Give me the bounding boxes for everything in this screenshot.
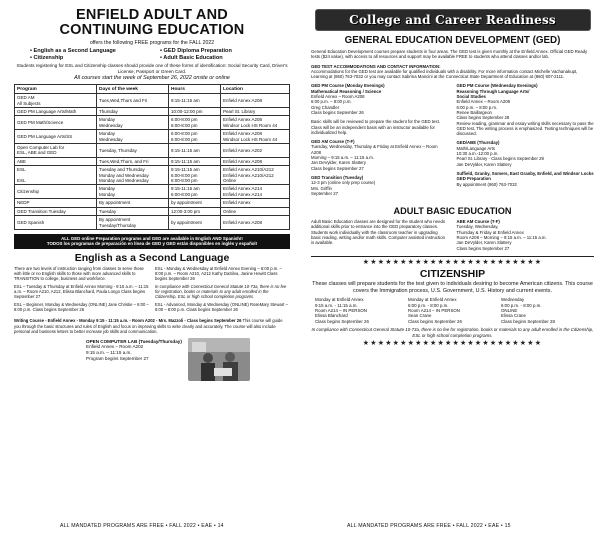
cell-location: Enfield Annex A208 — [221, 216, 290, 230]
table-row — [15, 166, 290, 185]
lab-line-1: OPEN COMPUTER LAB (Tuesday/Thursday) — [86, 338, 182, 344]
cell-location: Enfield Annex — [221, 199, 290, 207]
citizenship-title: CITIZENSHIP — [419, 267, 486, 280]
cell-program: ESL ESL — [15, 166, 97, 185]
citizenship-description: These classes will prepare students for the test given to individuals desiring to become American citizens. This course covers the Immigration process, U.S. Government, U.S. History and current events. — [312, 280, 593, 294]
cell-location: Enfield Annex A208 Windsor Lock HS Room 44 — [221, 116, 290, 130]
cell-days: Monday Monday — [97, 185, 169, 199]
lab-line-3: 9:15 a.m. – 11:15 a.m. — [86, 349, 132, 355]
ged-course-text: Enfield Annex – Room A208 6:00 p.m. – 8:00 p.m. Renee Baillargeon Class begins September 28 Review reading, grammar and essay writing skills necessary to pass the GED test. The writing process is emphasized. Texting techniques will be discussed. — [456, 99, 594, 137]
cell-days: Tues,Wed,Thurs and Fri — [97, 94, 169, 108]
citizenship-statute: In compliance with Connecticut General Statute 10-73a, there is no fee for registration, books or materials to any adult enrolled in the Citizenship, ESL or high school completion programs. — [311, 327, 594, 338]
schedule-table — [14, 84, 290, 230]
citizenship-classes — [311, 297, 594, 324]
writing-course — [14, 318, 290, 333]
esl-title: English as a Second Language — [74, 251, 230, 264]
cell-hours: by appointment — [169, 199, 221, 207]
ged-course-block — [311, 83, 449, 115]
ged-course-heading: GED PM Course (Wednesday Evenings) Reasoning Through Language Arts/ Social Studies — [456, 83, 538, 100]
bullet-ged: • GED Diploma Preparation — [160, 48, 232, 54]
table-row — [15, 185, 290, 199]
esl-col-1 — [14, 266, 149, 316]
subtitle: offers the following FREE programs for the FALL 2022 — [89, 40, 215, 46]
id-note: Students registering for ESL and Citizenship classes should provide one of these forms of identification: Social Security Card, Driver's License, Passport or Green Card. — [16, 63, 288, 74]
ged-course-heading: GED/ABE (Thursday) — [456, 140, 500, 146]
abe-course — [457, 219, 595, 251]
right-footer: ALL MANDATED PROGRAMS ARE FREE • FALL 2022 • EAE • 15 — [347, 523, 511, 529]
ged-course-block — [457, 83, 595, 136]
cell-location: Enfield Annex A202 — [221, 144, 290, 158]
esl-statute: In compliance with Connecticut General Statute 10-73a, there is no fee for registration, books or materials to any adult enrolled in the Citizenship, ESL or high school completion programs. — [155, 284, 287, 300]
esl-col-2 — [155, 266, 290, 316]
table-row — [15, 130, 290, 144]
cell-location: Enfield Annex A210/A212 Enfield Annex A210/A212 Online — [221, 166, 290, 185]
banner-english: ALL GED online Preparation programs and GED are available in English AND Spanish!! — [61, 235, 243, 241]
table-row — [15, 108, 290, 116]
program-bullets — [30, 48, 290, 61]
ged-course-text: Enfield Annex – Room A208 6:00 p.m. – 8:00 p.m. Greg Chandler Class begins September 26 — [311, 94, 365, 115]
stars-top: ★★★★★★★★★★★★★★★★★★★★★★★★ — [362, 258, 543, 266]
ged-course-heading: Suffield, Granby, Somers, East Granby, Enfield, and Windsor Locks GED Preparation — [456, 170, 594, 182]
citizenship-class-1: Monday at Enfield Annex 9:15 a.m. - 11:15 a.m. Room A214 – IN PERSON Elissa Blanchard Class begins September 26 — [315, 297, 369, 324]
cell-hours: 9:15-11:15 am — [169, 144, 221, 158]
banner-spanish: TODOS los programas de preparación en línea de GED y GED están disponibles en inglés y español! — [46, 241, 258, 247]
table-row — [15, 94, 290, 108]
esl-beginner: ESL – Beginner, Monday & Wednesday (ONLINE) Jane Christie – 6:00 – 8:00 p.m. Class begins September 26 — [14, 302, 149, 313]
cell-hours: 9:15-11:15 am 6:00-8:00 pm 6:00-8:00 pm — [169, 166, 221, 185]
ged-course-block — [311, 119, 449, 135]
abe-course-heading: ABE AM Course (T-F) — [456, 219, 500, 225]
cell-program: GED PM Language Arts/SS — [15, 130, 97, 144]
abe-course-text: Tuesday, Wednesday, Thursday & Friday at Enfield Annex Room A208 – Morning – 9:15 a.m. – 11:15 a.m. Jan DeVylder, Karen Slattery Class begins September 27 — [456, 224, 547, 251]
cell-hours: 6:00-8:00 pm 6:00-8:00 pm — [169, 130, 221, 144]
abe-columns — [311, 219, 594, 251]
computer-lab-text — [86, 339, 182, 381]
esl-intro: There are two levels of instruction ranging from classes to serve those with little or no English skills to those with more advanced skills to TRANSITION to college, business and workforce. — [14, 265, 144, 281]
cell-days: By appointment — [97, 199, 169, 207]
cell-hours: 6:00-8:00 pm 6:00-8:00 pm — [169, 116, 221, 130]
ged-course-text: Tuesday, Wednesday, Thursday & Friday at Enfield Annex – Room A208 Morning – 9:15 a.m. – 11:15 a.m. Jan DeVylder, Karen Slattery Class begins September 27 — [311, 144, 438, 171]
table-row — [15, 207, 290, 215]
cell-program: Citizenship — [15, 185, 97, 199]
cell-location: Enfield Annex A208 — [221, 94, 290, 108]
citizenship-class-3: Wednesday 6:00 p.m. - 8:00 p.m. ONLINE Elissa Crane Class begins September 28 — [501, 297, 555, 324]
cell-hours: 10:00-12:00 pm — [169, 108, 221, 116]
table-row — [15, 199, 290, 207]
table-row — [15, 144, 290, 158]
left-footer: ALL MANDATED PROGRAMS ARE FREE • FALL 2022 • EAE • 14 — [60, 523, 224, 529]
cell-location: Enfield Annex A208 — [221, 157, 290, 165]
cell-hours: 9:15-11:15 am 6:00-8:00 pm — [169, 185, 221, 199]
ged-course-heading: GED Transition (Tuesday) — [311, 174, 364, 180]
start-note: All courses start the week of September 26, 2022 onsite or online — [74, 75, 230, 82]
spanish-banner — [14, 234, 290, 249]
ged-col-2 — [457, 83, 595, 200]
col-hours: Hours — [169, 85, 221, 94]
cell-days: Tuesday and Thursday Monday and Wednesday Monday and Wednesday — [97, 166, 169, 185]
ged-title: GENERAL EDUCATION DEVELOPMENT (GED) — [344, 35, 561, 46]
title-line1: ENFIELD ADULT AND — [76, 7, 228, 23]
cell-program: GED Spanish — [15, 216, 97, 230]
cell-hours: 9:15-11:15 am — [169, 94, 221, 108]
cell-days: Tuesday — [97, 207, 169, 215]
ged-course-text: Math/Language Arts 10:30 a.m.-12:00 p.m. Pearl St. Library - Class begins September 29 Jan DeVylder, Karen Slattery — [456, 145, 544, 167]
computer-lab — [14, 338, 290, 381]
cell-program: GED PM Math/Science — [15, 116, 97, 130]
cell-days: Tues,Wed,Thurs, and Fri — [97, 157, 169, 165]
citizenship-class-2: Monday at Enfield Annex 6:00 p.m. - 8:00 p.m. Room A214 – IN PERSON Sean Crane Class begins September 26 — [408, 297, 462, 324]
bullet-abe: • Adult Basic Education — [160, 55, 223, 61]
bullet-citizenship: • Citizenship — [30, 55, 64, 61]
stars-bottom: ★★★★★★★★★★★★★★★★★★★★★★★★ — [362, 339, 543, 347]
cell-days: Tuesday, Thursday — [97, 144, 169, 158]
table-row — [15, 157, 290, 165]
cell-program: GED AM All Subjects — [15, 94, 97, 108]
ged-course-text: Basic skills will be reviewed to prepare the student for the GED test. Class will be an independent basis with an instructor available for individualized help. — [311, 119, 440, 135]
cell-location: Pearl St. Library — [221, 108, 290, 116]
schedule-body — [15, 94, 290, 230]
writing-course-heading: Writing Course - Enfield Annex - Monday 9:15 - 11:15 a.m. - Room A202 - Mrs. Mazzoli - Class begins September 26 — [14, 318, 242, 324]
right-page — [305, 0, 600, 537]
ged-course-columns — [311, 83, 594, 200]
writing-course-text: This course will guide you through the basic structures and rules of English and focus on improving skills to write clearly and accurately. The course will also include personal and business letters to better increase job skills and communication. — [14, 318, 283, 334]
classroom-photo — [188, 338, 250, 381]
cell-program: Open Computer Lab for ESL, ABE and GED — [15, 144, 97, 158]
cell-days: Monday Wednesday — [97, 116, 169, 130]
ged-accom-text: Accommodations for the GED test are available for qualified individuals with a disability. For more information contact Michelle Vachanakupt, Learning at (860) 763-7032 or you may contact Sabrina Mancini at the Connecticut State Department of Education at (860) 807-2111. — [311, 68, 578, 80]
cell-program: GED Transition Tuesday — [15, 207, 97, 215]
cell-program: NEDP — [15, 199, 97, 207]
cell-hours: 12:00-3:00 pm — [169, 207, 221, 215]
ged-course-block — [311, 139, 449, 171]
ged-course-block — [457, 171, 595, 187]
cell-days: Thursday — [97, 108, 169, 116]
cell-location: Enfield Annex A208 Windsor Lock HS Room 44 — [221, 130, 290, 144]
cell-days: Monday Wednesday — [97, 130, 169, 144]
cell-location: Enfield Annex A214 Enfield Annex A214 — [221, 185, 290, 199]
cell-days: By appointment Tuesday/Thursday — [97, 216, 169, 230]
ged-col-1 — [311, 83, 449, 200]
college-career-title: College and Career Readiness — [315, 9, 591, 31]
cell-hours: by appointment — [169, 216, 221, 230]
esl-evening: ESL - Monday & Wednesday at Enfield Annex Evening – 6:00 p.m. – 8:00 p.m. – Room A210, A212 Kathy DaSilva, Janine Hewitt Class begins September 26 — [155, 265, 282, 281]
col-days: Days of the week — [97, 85, 169, 94]
cell-hours: 9:15-11:15 am — [169, 157, 221, 165]
ged-accom-heading: GED TEST ACCOMMODATIONS AND CONTACT INFORMATION: — [311, 63, 441, 69]
abe-title: ADULT BASIC EDUCATION — [393, 206, 512, 217]
ged-course-block — [457, 140, 595, 166]
table-row — [15, 116, 290, 130]
col-program: Program — [15, 85, 97, 94]
cell-location: Online — [221, 207, 290, 215]
ged-course-text: 12-3 pm (online only prep course) Mrs. Griffin September 27 — [311, 180, 376, 196]
table-row — [15, 216, 290, 230]
esl-advanced: ESL - Advanced, Monday & Wednesday (ONLINE) RoseMary Stewart – 6:00 – 8:00 p.m. Class begins September 26 — [155, 302, 288, 313]
table-header-row — [15, 85, 290, 94]
cell-program: GED PM Language Arts/Math — [15, 108, 97, 116]
ged-course-block — [311, 175, 449, 196]
citizenship-section — [311, 256, 594, 348]
ged-intro: General Education Development courses prepare students in four areas. The GED test is given monthly at the Enfield Annex. Official GED Ready tests ($24 value), with access to all resources and support may be available FREE to students who attend classes and/or lab. — [311, 49, 588, 60]
ged-course-heading: GED PM Course (Monday Evenings) Mathematical Reasoning / Science — [311, 83, 385, 94]
esl-tue-thu: ESL – Tuesday & Thursday at Enfield Annex Morning - 9:15 a.m. – 11:15 a.m. – Room A210, A212, Elissa Blanchard, Paula Longo Class begins September 27 — [14, 284, 149, 300]
lab-line-2: Enfield Annex – Room A202 — [86, 344, 144, 350]
abe-description: Adult Basic Education classes are designed for the student who needs additional skills prior to entrance into the GED preparatory classes. Students work individually with the classroom teacher in upgrading basic reading, writing and/or math skills. Computer assisted instruction is available. — [311, 219, 446, 246]
esl-columns — [14, 266, 290, 316]
title-line2: CONTINUING EDUCATION — [59, 22, 245, 38]
col-location: Location — [221, 85, 290, 94]
ged-course-text: By appointment (860) 763-7032 — [456, 181, 517, 187]
lab-line-4: Program begins September 27 — [86, 355, 149, 361]
ged-course-heading: GED AM Course (T-F) — [311, 139, 355, 145]
cell-program: ABE — [15, 157, 97, 165]
bullet-esl: • English as a Second Language — [30, 48, 116, 54]
